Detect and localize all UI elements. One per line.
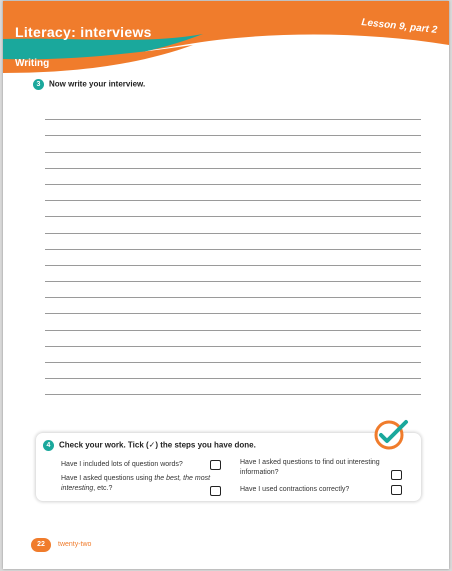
- workbook-page: [3, 1, 449, 569]
- task-3-instruction: Now write your interview.: [49, 79, 146, 89]
- writing-line[interactable]: [45, 153, 421, 169]
- writing-line[interactable]: [45, 282, 421, 298]
- page-number-badge: 22: [31, 538, 51, 552]
- checklist-item-superlatives: Have I asked questions using the best, the most interesting, etc.?: [61, 475, 211, 493]
- checkbox-contractions[interactable]: [391, 485, 402, 495]
- writing-line[interactable]: [45, 234, 421, 250]
- section-label: Writing: [15, 58, 50, 69]
- task-number-badge: 3: [33, 79, 44, 90]
- writing-line[interactable]: [45, 379, 421, 395]
- checkbox-superlatives[interactable]: [210, 486, 221, 496]
- writing-line[interactable]: [45, 314, 421, 330]
- task-3: [33, 79, 145, 90]
- task-4: [43, 440, 256, 451]
- writing-lines[interactable]: [45, 104, 421, 395]
- writing-line[interactable]: [45, 104, 421, 120]
- writing-line[interactable]: [45, 136, 421, 152]
- unit-title: Literacy: interviews: [15, 24, 152, 40]
- task-number-badge: 4: [43, 440, 54, 451]
- writing-line[interactable]: [45, 120, 421, 136]
- writing-line[interactable]: [45, 217, 421, 233]
- checkmark-badge-icon: [373, 418, 409, 450]
- header-banner: [3, 1, 449, 81]
- writing-line[interactable]: [45, 298, 421, 314]
- writing-line[interactable]: [45, 201, 421, 217]
- checklist-item-question-words: Have I included lots of question words?: [61, 461, 183, 468]
- writing-line[interactable]: [45, 169, 421, 185]
- writing-line[interactable]: [45, 185, 421, 201]
- writing-line[interactable]: [45, 250, 421, 266]
- checklist-item-contractions: Have I used contractions correctly?: [240, 486, 350, 493]
- writing-line[interactable]: [45, 266, 421, 282]
- writing-line[interactable]: [45, 331, 421, 347]
- writing-line[interactable]: [45, 347, 421, 363]
- writing-line[interactable]: [45, 363, 421, 379]
- checkbox-question-words[interactable]: [210, 460, 221, 470]
- checklist-item-interesting-information: Have I asked questions to find out interesting information?: [240, 459, 380, 477]
- task-4-instruction: Check your work. Tick (✓) the steps you have done.: [59, 440, 256, 450]
- checkbox-interesting-information[interactable]: [391, 470, 402, 480]
- checklist-box: [36, 433, 421, 501]
- lesson-label: Lesson 9, part 2: [360, 17, 438, 36]
- page-number-words: twenty-two: [58, 541, 92, 548]
